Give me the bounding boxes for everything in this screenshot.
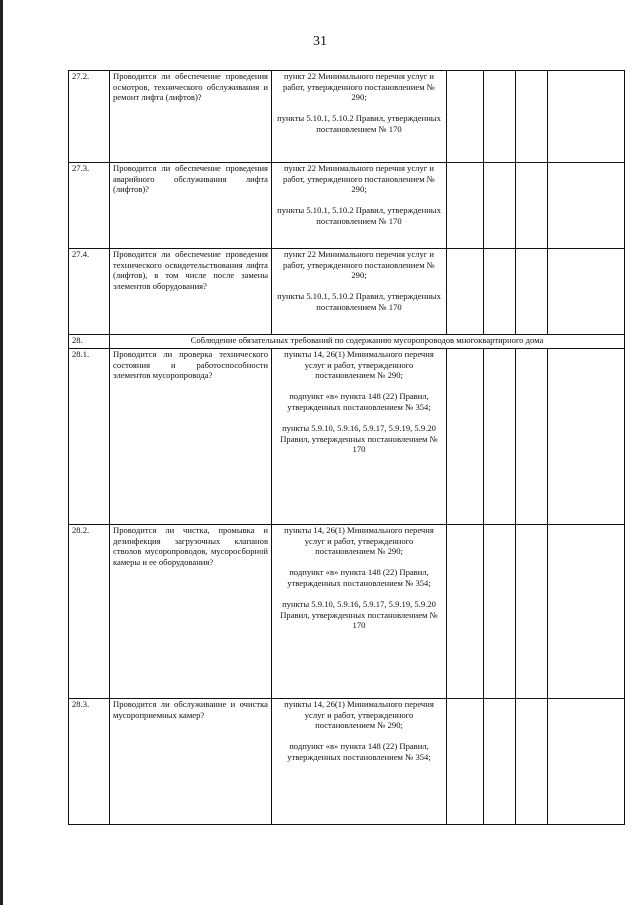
- legal-references: [272, 249, 447, 335]
- legal-reference: пункты 14, 26(1) Минимального перечня услуг и работ, утвержденного постановлением № 290;: [284, 349, 434, 381]
- legal-reference: пункты 5.10.1, 5.10.2 Правил, утвержденных постановлением № 170: [277, 113, 441, 134]
- table-row: [69, 335, 625, 349]
- legal-reference: пункт 22 Минимального перечня услуг и работ, утвержденного постановлением № 290;: [283, 249, 435, 281]
- answer-no-cell: [484, 525, 516, 699]
- answer-no-cell: [484, 699, 516, 825]
- legal-reference: подпункт «в» пункта 148 (22) Правил, утвержденных постановлением № 354;: [287, 567, 431, 588]
- legal-reference: пункты 14, 26(1) Минимального перечня услуг и работ, утвержденного постановлением № 290;: [284, 525, 434, 557]
- table-row: [69, 349, 625, 525]
- answer-na-cell: [516, 525, 548, 699]
- answer-no-cell: [484, 349, 516, 525]
- answer-na-cell: [516, 349, 548, 525]
- question-text: Проводится ли обеспечение проведения осмотров, технического обслуживания и ремонт лифта (лифтов)?: [110, 71, 272, 163]
- legal-references: [272, 525, 447, 699]
- note-cell: [548, 699, 625, 825]
- legal-references: [272, 163, 447, 249]
- answer-no-cell: [484, 249, 516, 335]
- legal-references: [272, 349, 447, 525]
- item-number: 28.1.: [69, 349, 110, 525]
- answer-no-cell: [484, 71, 516, 163]
- answer-yes-cell: [447, 699, 484, 825]
- legal-reference: пункты 5.9.10, 5.9.16, 5.9.17, 5.9.19, 5.9.20 Правил, утвержденных постановлением № 170: [280, 599, 438, 631]
- answer-yes-cell: [447, 71, 484, 163]
- item-number: 28.: [69, 335, 110, 349]
- answer-na-cell: [516, 163, 548, 249]
- question-text: Проводится ли чистка, промывка и дезинфекция загрузочных клапанов стволов мусоропроводов, мусоросборной камеры и ее оборудования?: [110, 525, 272, 699]
- note-cell: [548, 249, 625, 335]
- table-row: [69, 249, 625, 335]
- table-row: [69, 699, 625, 825]
- question-text: Проводится ли проверка технического состояния и работоспособности элементов мусоропровода?: [110, 349, 272, 525]
- legal-reference: пункт 22 Минимального перечня услуг и работ, утвержденного постановлением № 290;: [283, 163, 435, 195]
- legal-reference: пункты 14, 26(1) Минимального перечня услуг и работ, утвержденного постановлением № 290;: [284, 699, 434, 731]
- scan-left-edge: [0, 0, 3, 905]
- answer-yes-cell: [447, 525, 484, 699]
- answer-no-cell: [484, 163, 516, 249]
- legal-reference: пункты 5.9.10, 5.9.16, 5.9.17, 5.9.19, 5.9.20 Правил, утвержденных постановлением № 170: [280, 423, 438, 455]
- question-text: Проводится ли обеспечение проведения аварийного обслуживания лифта (лифтов)?: [110, 163, 272, 249]
- note-cell: [548, 163, 625, 249]
- section-heading: Соблюдение обязательных требований по содержанию мусоропроводов многоквартирного дома: [110, 335, 625, 349]
- table-row: [69, 71, 625, 163]
- item-number: 28.3.: [69, 699, 110, 825]
- item-number: 27.2.: [69, 71, 110, 163]
- question-text: Проводится ли обслуживание и очистка мусороприемных камер?: [110, 699, 272, 825]
- answer-na-cell: [516, 249, 548, 335]
- item-number: 27.4.: [69, 249, 110, 335]
- question-text: Проводится ли обеспечение проведения технического освидетельствования лифта (лифтов), в том числе после замены элементов оборудования?: [110, 249, 272, 335]
- legal-reference: пункты 5.10.1, 5.10.2 Правил, утвержденных постановлением № 170: [277, 205, 441, 226]
- legal-references: [272, 699, 447, 825]
- note-cell: [548, 71, 625, 163]
- legal-reference: пункт 22 Минимального перечня услуг и работ, утвержденного постановлением № 290;: [283, 71, 435, 103]
- legal-reference: подпункт «в» пункта 148 (22) Правил, утвержденных постановлением № 354;: [287, 391, 431, 412]
- legal-reference: подпункт «в» пункта 148 (22) Правил, утвержденных постановлением № 354;: [287, 741, 431, 762]
- page-number: 31: [313, 34, 327, 49]
- answer-na-cell: [516, 71, 548, 163]
- note-cell: [548, 349, 625, 525]
- legal-references: [272, 71, 447, 163]
- checklist-table: [68, 70, 625, 825]
- item-number: 27.3.: [69, 163, 110, 249]
- answer-yes-cell: [447, 349, 484, 525]
- answer-yes-cell: [447, 163, 484, 249]
- answer-yes-cell: [447, 249, 484, 335]
- answer-na-cell: [516, 699, 548, 825]
- table-row: [69, 525, 625, 699]
- note-cell: [548, 525, 625, 699]
- legal-reference: пункты 5.10.1, 5.10.2 Правил, утвержденных постановлением № 170: [277, 291, 441, 312]
- item-number: 28.2.: [69, 525, 110, 699]
- table-row: [69, 163, 625, 249]
